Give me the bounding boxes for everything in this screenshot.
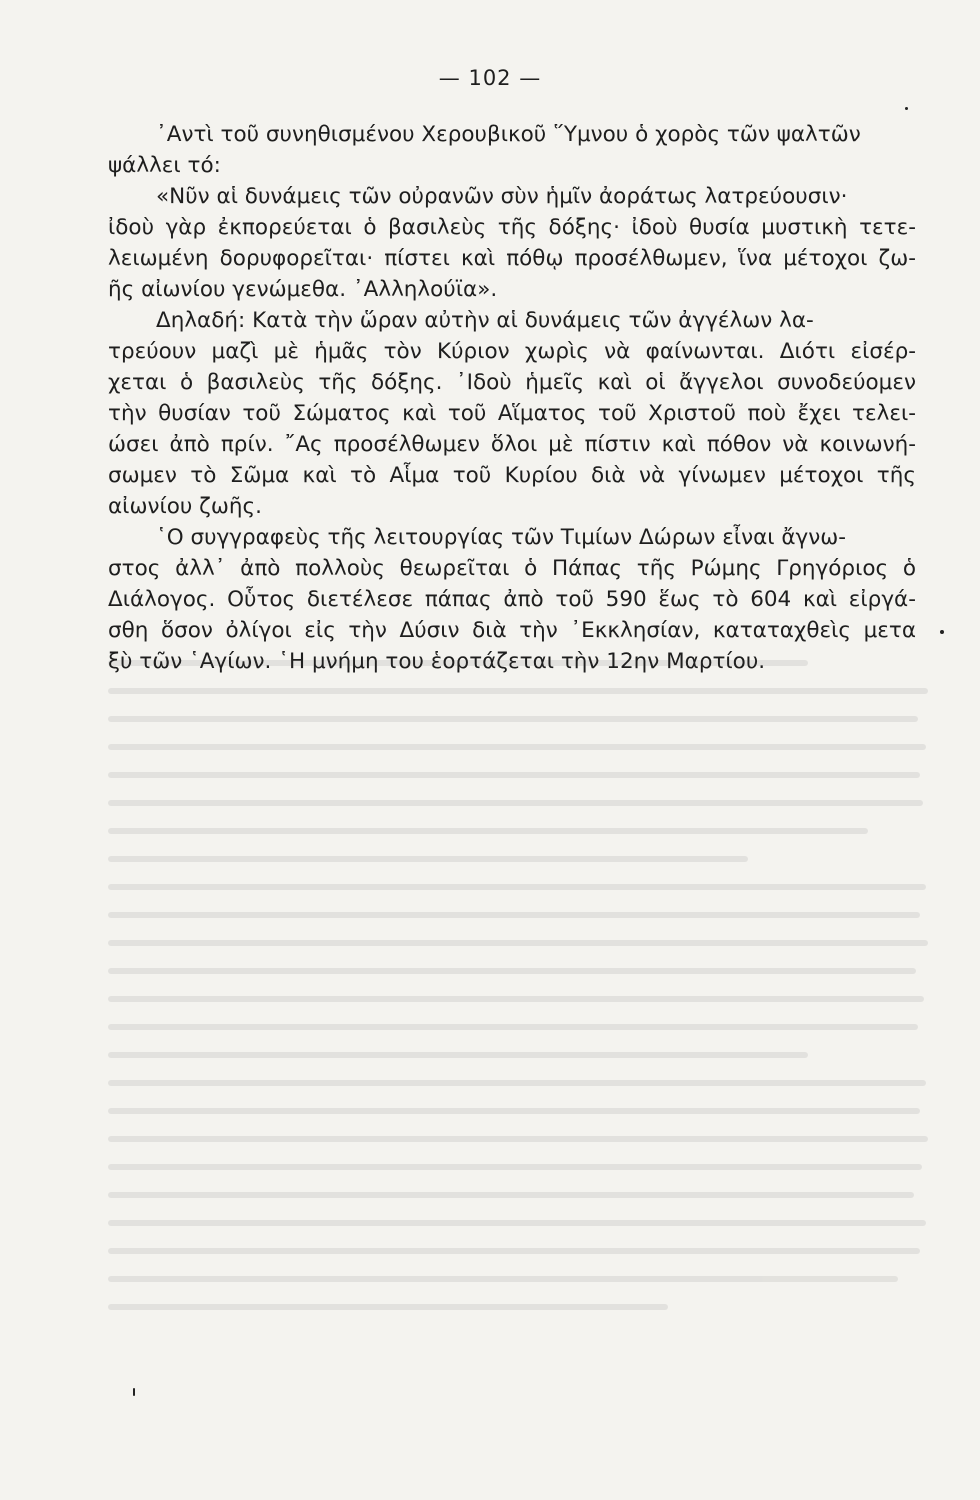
- text-line: στος ἀλλ᾿ ἀπὸ πολλοὺς θεωρεῖται ὁ Πάπας τῆς Ρώμης Γρηγόριος ὁ: [108, 556, 916, 581]
- text-line: λειωμένη δορυφορεῖται· πίστει καὶ πόθῳ προσέλθωμεν, ἵνα μέτοχοι ζω-: [108, 246, 916, 271]
- text-line: ἰδοὺ γὰρ ἐκπορεύεται ὁ βασιλεὺς τῆς δόξης· ἰδοὺ θυσία μυστικὴ τετε-: [108, 215, 916, 240]
- text-line: Διάλογος. Οὗτος διετέλεσε πάπας ἀπὸ τοῦ 590 ἕως τὸ 604 καὶ εἰργά-: [108, 587, 916, 612]
- text-line: τρεύουν μαζὶ μὲ ἡμᾶς τὸν Κύριον χωρὶς νὰ φαίνωνται. Διότι εἰσέρ-: [108, 339, 916, 364]
- text-line: ᾿Αντὶ τοῦ συνηθισμένου Χερουβικοῦ ῞Υμνου ὁ χορὸς τῶν ψαλτῶν: [156, 122, 861, 147]
- scan-speck: [940, 630, 944, 634]
- text-line: ῾Ο συγγραφεὺς τῆς λειτουργίας τῶν Τιμίων Δώρων εἶναι ἄγνω-: [156, 525, 847, 550]
- text-line: ψάλλει τό:: [108, 153, 221, 178]
- page-number: — 102 —: [438, 66, 542, 90]
- text-line: αἰωνίου ζωῆς.: [108, 494, 262, 519]
- text-line: ξὺ τῶν ῾Αγίων. ῾Η μνήμη του ἑορτάζεται τὴν 12ην Μαρτίου.: [108, 649, 766, 674]
- text-line: σθη ὅσον ὀλίγοι εἰς τὴν Δύσιν διὰ τὴν ᾿Εκκλησίαν, καταταχθεὶς μετα: [108, 618, 916, 643]
- scan-speck: [905, 107, 908, 110]
- scan-speck: [133, 1388, 135, 1396]
- text-line: σωμεν τὸ Σῶμα καὶ τὸ Αἷμα τοῦ Κυρίου διὰ νὰ γίνωμεν μέτοχοι τῆς: [108, 463, 916, 488]
- text-line: τὴν θυσίαν τοῦ Σώματος καὶ τοῦ Αἵματος τοῦ Χριστοῦ ποὺ ἔχει τελει-: [108, 401, 916, 426]
- text-line: ῆς αἰωνίου γενώμεθα. ᾿Αλληλούϊα».: [108, 277, 498, 302]
- text-line: χεται ὁ βασιλεὺς τῆς δόξης. ᾿Ιδοὺ ἡμεῖς καὶ οἱ ἄγγελοι συνοδεύομεν: [108, 370, 916, 395]
- show-through-bleed: [108, 660, 938, 1340]
- text-line: Δηλαδή: Κατὰ τὴν ὥραν αὐτὴν αἱ δυνάμεις τῶν ἀγγέλων λα-: [156, 308, 814, 333]
- text-line: «Νῦν αἱ δυνάμεις τῶν οὐρανῶν σὺν ἡμῖν ἀοράτως λατρεύουσιν·: [156, 184, 848, 209]
- text-line: ώσει ἀπὸ πρίν. ῎Ας προσέλθωμεν ὅλοι μὲ πίστιν καὶ πόθον νὰ κοινωνή-: [108, 432, 916, 457]
